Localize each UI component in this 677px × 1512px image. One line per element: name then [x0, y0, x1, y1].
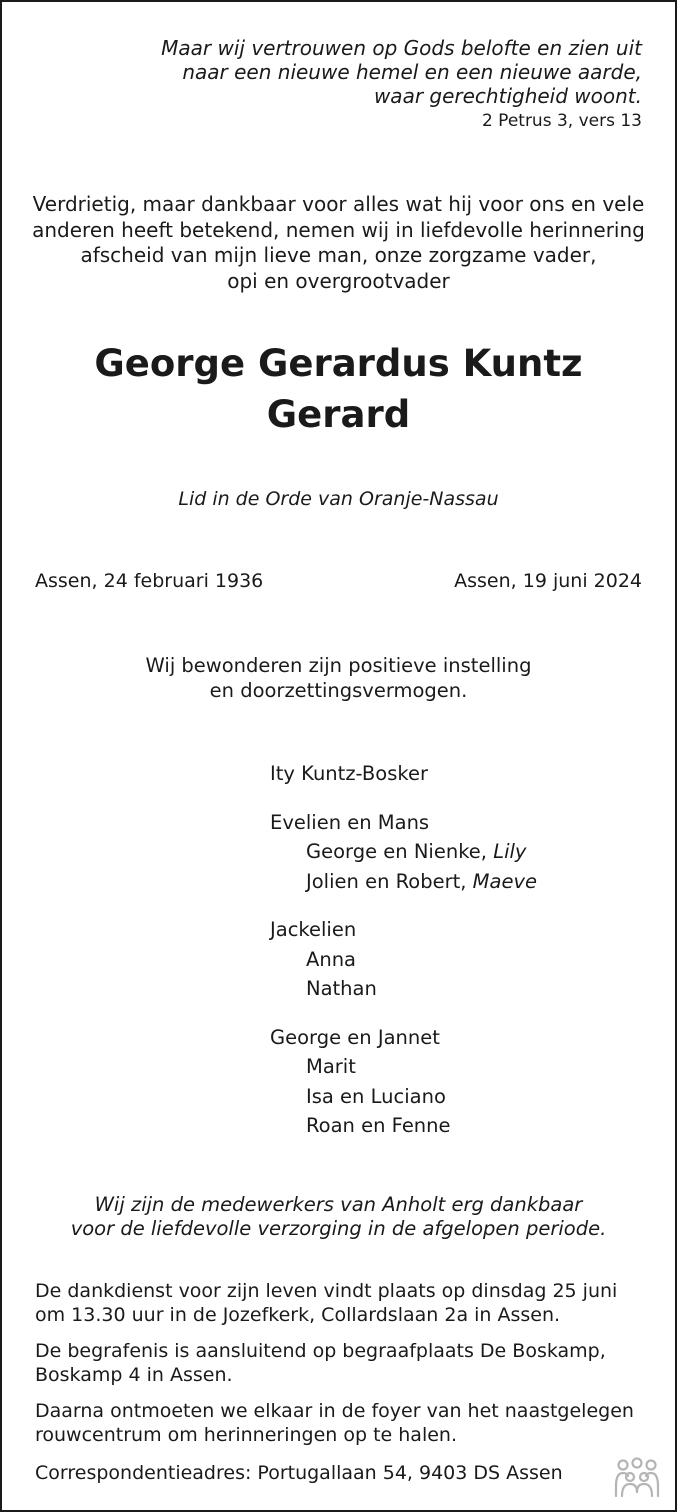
notice-paragraph: De dankdienst voor zijn leven vindt plaats op dinsdag 25 juni om 13.30 uur in de Jozefkerk, Collardslaan 2a in Assen.: [35, 1280, 618, 1326]
family-head: George en Jannet: [270, 1025, 440, 1049]
great-grandchild-name: Lily: [493, 840, 527, 863]
verse-reference: 2 Petrus 3, vers 13: [481, 111, 642, 131]
thanks-line: voor de liefdevolle verzorging in de afgelopen periode.: [70, 1217, 607, 1240]
intro-text: [2, 192, 675, 294]
notice-paragraph: De begrafenis is aansluitend op begraafplaats De Boskamp, Boskamp 4 in Assen.: [35, 1340, 606, 1386]
notice-paragraph: Daarna ontmoeten we elkaar in de foyer van het naastgelegen rouwcentrum om herinneringen op te halen.: [35, 1400, 634, 1446]
family-member: Anna: [306, 947, 357, 971]
deceased-call-name: Gerard: [266, 393, 411, 436]
deceased-full-name: George Gerardus Kuntz: [94, 342, 583, 385]
intro-line: afscheid van mijn lieve man, onze zorgzame vader,: [80, 243, 597, 267]
death-date: Assen, 19 juni 2024: [454, 570, 642, 592]
family-member: Marit: [306, 1055, 356, 1078]
family-group: [270, 759, 537, 789]
tribute-line: Wij bewonderen zijn positieve instelling: [145, 654, 532, 677]
bible-verse: [161, 36, 642, 134]
family-group: [270, 808, 537, 897]
family-list: [270, 759, 537, 1160]
correspondence-address: Correspondentieadres: Portugallaan 54, 9403 DS Assen: [35, 1462, 563, 1484]
thanks-text: [2, 1193, 675, 1241]
family-member: Nathan: [306, 977, 377, 1000]
verse-line: naar een nieuwe hemel en een nieuwe aarde,: [182, 60, 642, 84]
birth-date: Assen, 24 februari 1936: [35, 570, 264, 592]
people-group-icon: [613, 1456, 661, 1500]
member-names: Jolien en Robert,: [306, 869, 473, 893]
great-grandchild-name: Maeve: [472, 869, 537, 893]
thanks-line: Wij zijn de medewerkers van Anholt erg dankbaar: [94, 1193, 583, 1216]
family-head: Evelien en Mans: [270, 810, 430, 834]
family-member: [270, 867, 537, 897]
family-group: [270, 1023, 537, 1141]
verse-line: Maar wij vertrouwen op Gods belofte en zien uit: [161, 36, 642, 60]
family-head: Jackelien: [270, 918, 357, 941]
tribute-line: en doorzettingsvermogen.: [209, 679, 468, 702]
honour-title: Lid in de Orde van Oranje-Nassau: [178, 488, 499, 510]
intro-line: opi en overgrootvader: [227, 268, 450, 293]
tribute-text: [2, 653, 675, 703]
verse-line: waar gerechtigheid woont.: [373, 84, 642, 108]
family-group: [270, 915, 537, 1004]
intro-line: Verdrietig, maar dankbaar voor alles wat hij voor ons en vele: [32, 192, 645, 216]
family-head: Ity Kuntz-Bosker: [270, 762, 428, 785]
member-names: George en Nienke,: [306, 840, 494, 863]
deceased-name-block: [2, 338, 675, 440]
funeral-notice: [35, 1279, 645, 1459]
family-member: [270, 837, 537, 867]
family-member: Roan en Fenne: [306, 1114, 451, 1137]
intro-line: anderen heeft betekend, nemen wij in liefdevolle herinnering: [32, 217, 645, 242]
family-member: Isa en Luciano: [306, 1084, 446, 1108]
